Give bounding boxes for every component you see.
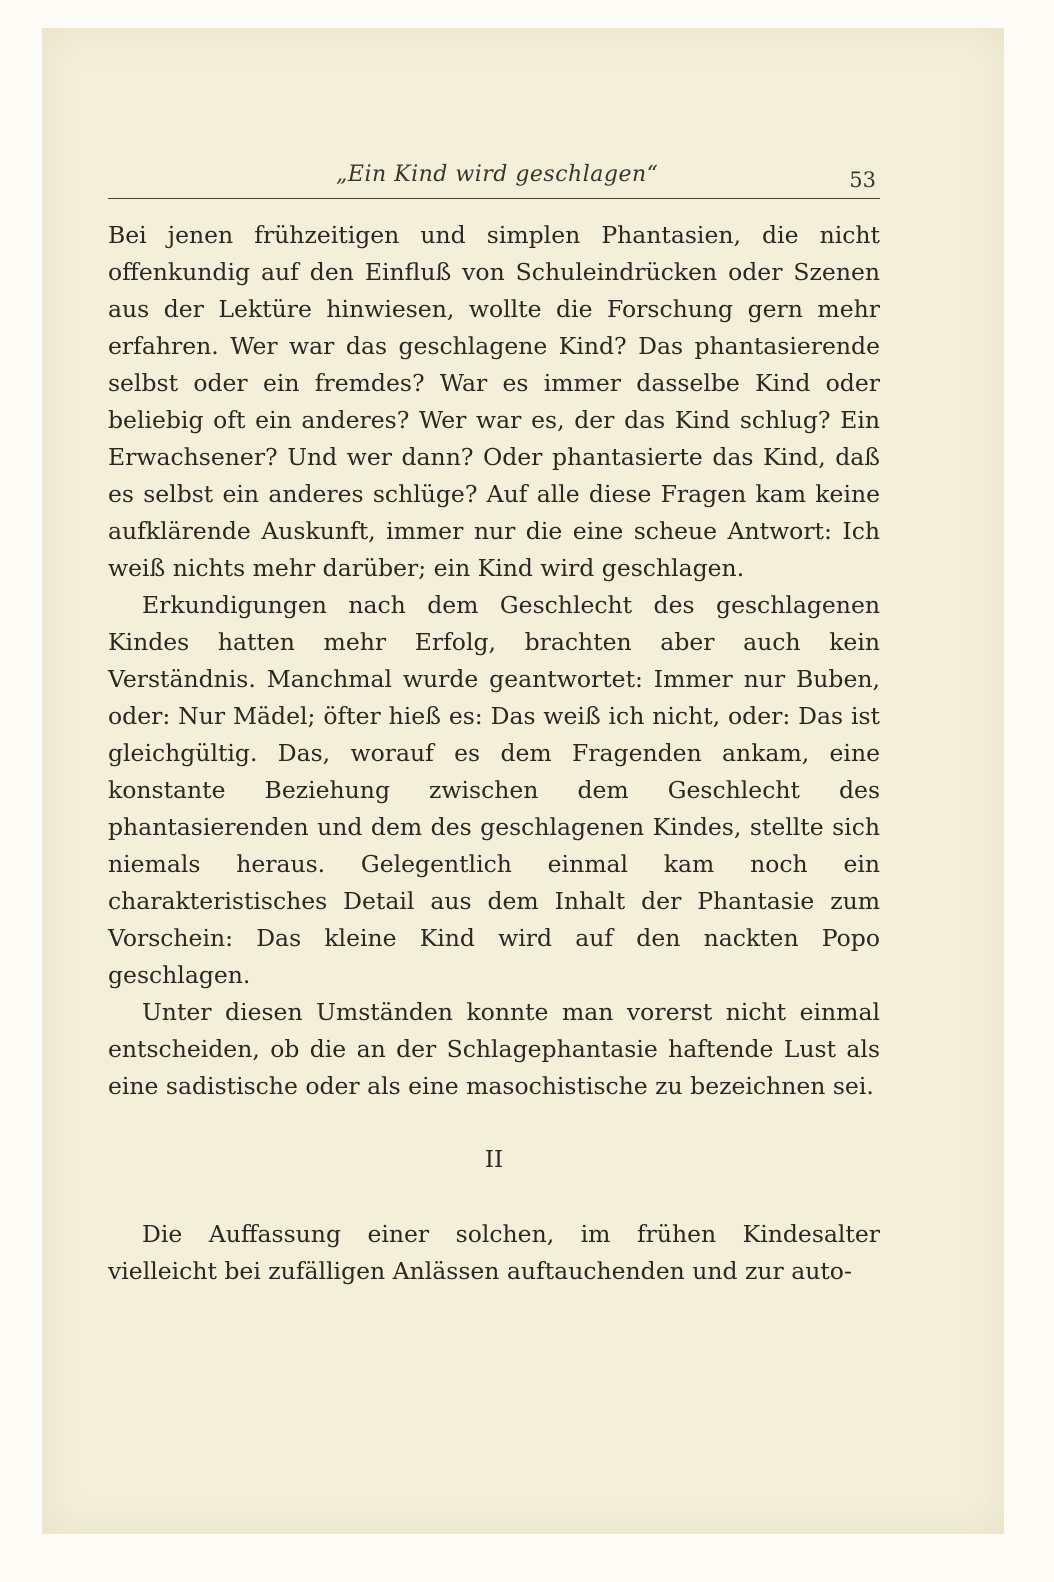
paragraph: Erkundigungen nach dem Geschlecht des geschlagenen Kindes hatten mehr Erfolg, brachten aber auch kein Verständnis. Manchmal wurde geantwortet: Immer nur Buben, oder: Nur Mädel; öfter hieß es: Das weiß ich nicht, oder: Das ist gleichgültig. Das, worauf es dem Fragenden ankam, eine konstante Beziehung zwischen dem Geschlecht des phantasierenden und dem des geschlagenen Kindes, stellte sich niemals heraus. Gelegentlich einmal kam noch ein charakteristisches Detail aus dem Inhalt der Phantasie zum Vorschein: Das kleine Kind wird auf den nackten Popo geschlagen. bbox=[108, 591, 880, 989]
running-title: „Ein Kind wird geschlagen“ bbox=[336, 162, 659, 187]
page-number: 53 bbox=[849, 168, 876, 192]
paragraph: Bei jenen frühzeitigen und simplen Phantasien, die nicht offenkundig auf den Einfluß von Schuleindrücken oder Szenen aus der Lektüre hinwiesen, wollte die Forschung gern mehr erfahren. Wer war das geschlagene Kind? Das phantasierende selbst oder ein fremdes? War es immer dasselbe Kind oder beliebig oft ein anderes? Wer war es, der das Kind schlug? Ein Erwachsener? Und wer dann? Oder phantasierte das Kind, daß es selbst ein anderes schlüge? Auf alle diese Fragen kam keine aufklärende Auskunft, immer nur die eine scheue Antwort: Ich weiß nichts mehr darüber; ein Kind wird geschlagen. bbox=[108, 221, 880, 582]
body-text bbox=[108, 217, 880, 1290]
header-rule bbox=[108, 198, 880, 199]
paragraph: Unter diesen Umständen konnte man vorerst nicht einmal entscheiden, ob die an der Schlagephantasie haftende Lust als eine sadistische oder als eine masochistische zu bezeichnen sei. bbox=[108, 998, 880, 1100]
section-heading: II bbox=[484, 1147, 504, 1173]
running-head bbox=[108, 162, 880, 198]
paragraph: Die Auffassung einer solchen, im frühen Kindesalter vielleicht bei zufälligen Anlässen auftauchenden und zur auto- bbox=[108, 1220, 880, 1285]
